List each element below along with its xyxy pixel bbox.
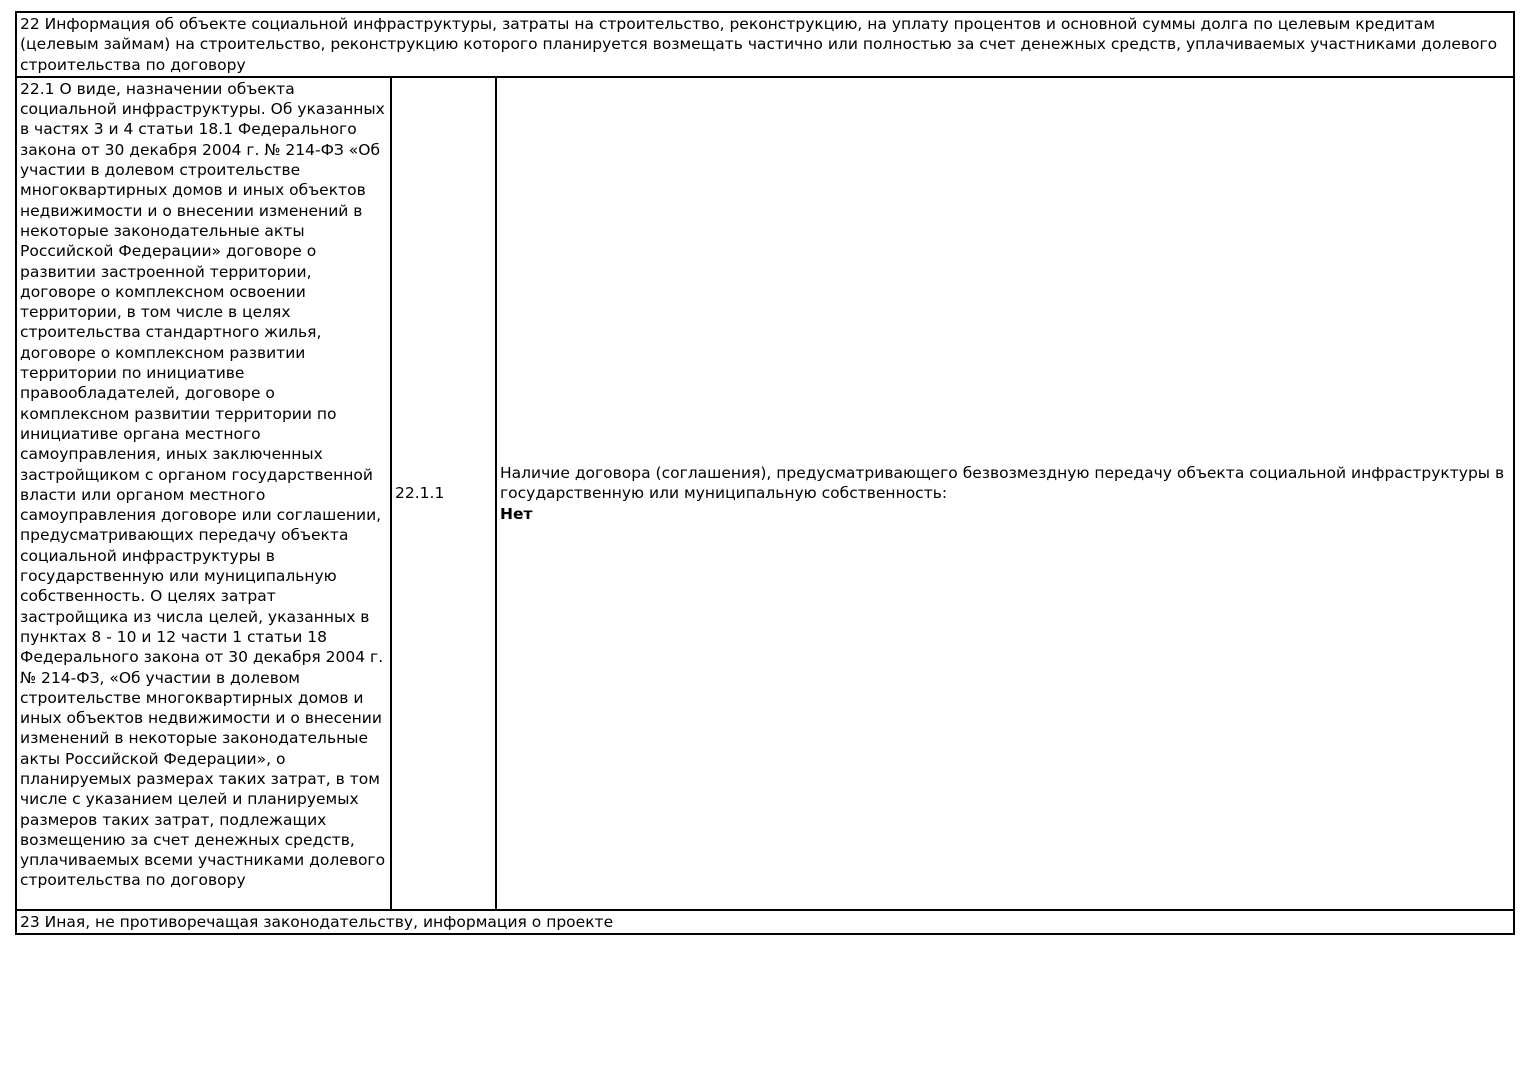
item-22-1-1-code: 22.1.1 [391, 77, 496, 910]
item-22-1-1-value-cell [496, 77, 1514, 910]
item-22-1-1-value: Нет [500, 504, 533, 523]
item-22-1-1-value-label: Наличие договора (соглашения), предусматривающего безвозмездную передачу объекта социальной инфраструктуры в государственную или муниципальную собственность: [500, 463, 1505, 503]
section-23-header: 23 Иная, не противоречащая законодательству, информация о проекте [16, 910, 1514, 934]
item-22-1-description: 22.1 О виде, назначении объекта социальной инфраструктуры. Об указанных в частях 3 и 4 статьи 18.1 Федерального закона от 30 декабря 2004 г. № 214-ФЗ «Об участии в долевом строительстве многоквартирных домов и иных объектов недвижимости и о внесении изменений в некоторые законодательные акты Российской Федерации» договоре о развитии застроенной территории, договоре о комплексном освоении территории, в том числе в целях строительства стандартного жилья, договоре о комплексном развитии территории по инициативе правообладателей, договоре о комплексном развитии территории по инициативе органа местного самоуправления, иных заключенных застройщиком с органом государственной власти или органом местного самоуправления договоре или соглашении, предусматривающих передачу объекта социальной инфраструктуры в государственную или муниципальную собственность. О целях затрат застройщика из числа целей, указанных в пунктах 8 - 10 и 12 части 1 статьи 18 Федерального закона от 30 декабря 2004 г. № 214-ФЗ, «Об участии в долевом строительстве многоквартирных домов и иных объектов недвижимости и о внесении изменений в некоторые законодательные акты Российской Федерации», о планируемых размерах таких затрат, в том числе с указанием целей и планируемых размеров таких затрат, подлежащих возмещению за счет денежных средств, уплачиваемых всеми участниками долевого строительства по договору [16, 77, 391, 910]
section-22-header-row [16, 12, 1514, 77]
section-22-header: 22 Информация об объекте социальной инфраструктуры, затраты на строительство, реконструкцию, на уплату процентов и основной суммы долга по целевым кредитам (целевым займам) на строительство, реконструкцию которого планируется возмещать частично или полностью за счет денежных средств, уплачиваемых участниками долевого строительства по договору [16, 12, 1514, 77]
section-23-header-row [16, 910, 1514, 934]
project-declaration-table [15, 11, 1515, 935]
item-22-1-row [16, 77, 1514, 910]
